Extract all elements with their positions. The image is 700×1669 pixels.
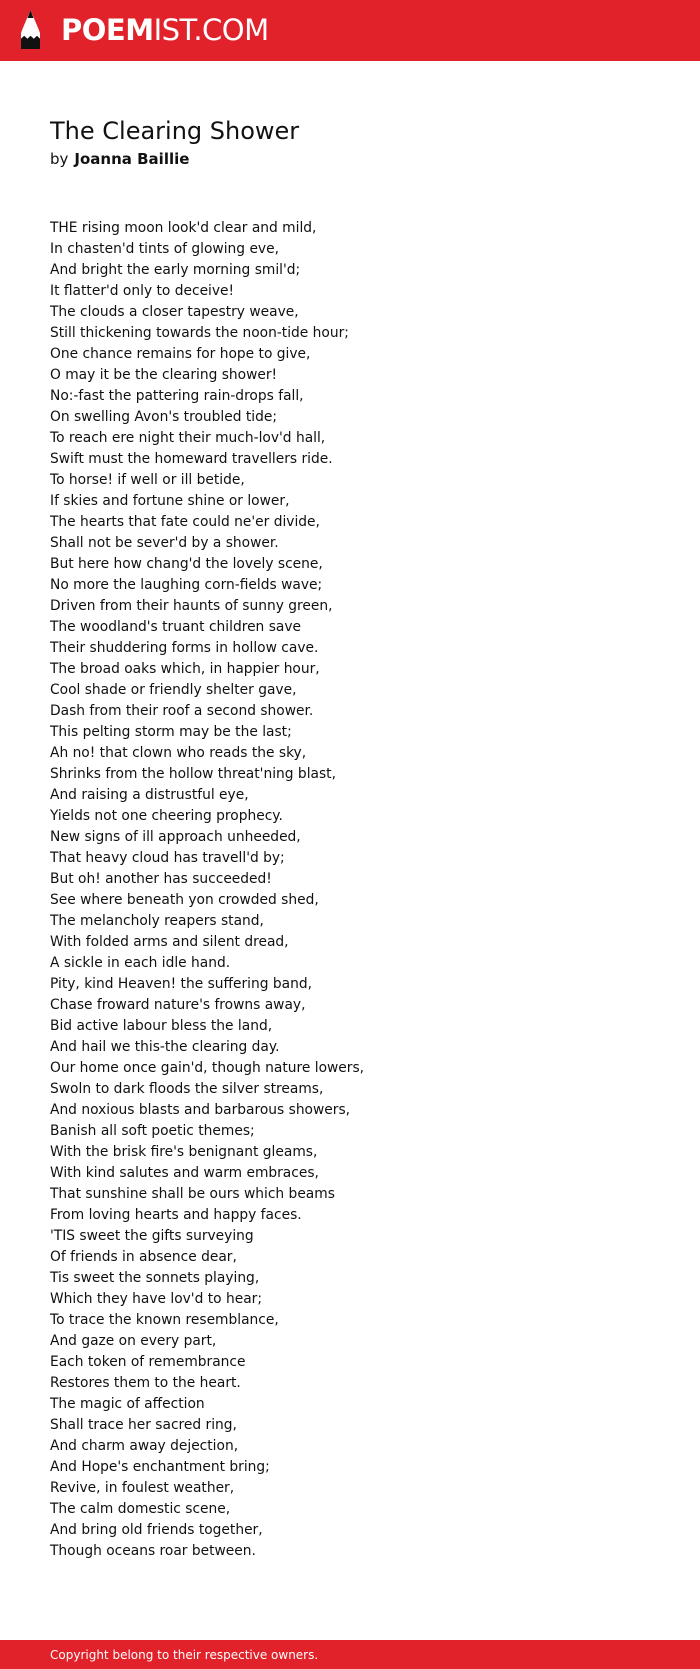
poem-line: That heavy cloud has travell'd by; <box>50 850 285 866</box>
poem-line: New signs of ill approach unheeded, <box>50 829 301 845</box>
logo-bold-text: POEM <box>61 13 154 47</box>
poem-line: Their shuddering forms in hollow cave. <box>50 640 319 656</box>
site-header <box>0 0 700 61</box>
poem-body <box>50 218 364 1562</box>
poem-line: Shall trace her sacred ring, <box>50 1417 237 1433</box>
poem-line: See where beneath yon crowded shed, <box>50 892 319 908</box>
poem-line: And noxious blasts and barbarous showers, <box>50 1102 351 1118</box>
poem-line: Bid active labour bless the land, <box>50 1018 273 1034</box>
poem-line: The melancholy reapers stand, <box>50 913 264 929</box>
poem-line: Pity, kind Heaven! the suffering band, <box>50 976 312 992</box>
poem-line: Revive, in foulest weather, <box>50 1480 235 1496</box>
poem-line: Which they have lov'd to hear; <box>50 1291 262 1307</box>
poem-line: O may it be the clearing shower! <box>50 367 278 383</box>
poem-line: The clouds a closer tapestry weave, <box>50 304 299 320</box>
poem-line: THE rising moon look'd clear and mild, <box>50 220 317 236</box>
poem-line: Shall not be sever'd by a shower. <box>50 535 279 551</box>
poem-line: It flatter'd only to deceive! <box>50 283 235 299</box>
poem-line: To reach ere night their much-lov'd hall, <box>50 430 326 446</box>
poem-line: Yields not one cheering prophecy. <box>50 808 283 824</box>
poem-line: Our home once gain'd, though nature lowers, <box>50 1060 365 1076</box>
poem-line: The hearts that fate could ne'er divide, <box>50 514 320 530</box>
poem-line: On swelling Avon's troubled tide; <box>50 409 278 425</box>
poem-line: Shrinks from the hollow threat'ning blast, <box>50 766 336 782</box>
poem-line: To horse! if well or ill betide, <box>50 472 245 488</box>
poem-line: Swift must the homeward travellers ride. <box>50 451 333 467</box>
poem-line: Banish all soft poetic themes; <box>50 1123 255 1139</box>
poem-line: One chance remains for hope to give, <box>50 346 311 362</box>
poem-line: And Hope's enchantment bring; <box>50 1459 270 1475</box>
poem-line: Tis sweet the sonnets playing, <box>50 1270 260 1286</box>
poem-line: And gaze on every part, <box>50 1333 217 1349</box>
poem-line: No:-fast the pattering rain-drops fall, <box>50 388 304 404</box>
pencil-tip-icon[interactable] <box>18 9 43 51</box>
author-name[interactable]: Joanna Baillie <box>74 150 190 168</box>
byline <box>50 148 189 170</box>
poem-line: Restores them to the heart. <box>50 1375 241 1391</box>
by-label: by <box>50 150 69 168</box>
poem-line: The broad oaks which, in happier hour, <box>50 661 320 677</box>
poem-title: The Clearing Shower <box>50 117 300 145</box>
poem-line: And bright the early morning smil'd; <box>50 262 301 278</box>
poem-line: To trace the known resemblance, <box>50 1312 279 1328</box>
poem-line: Dash from their roof a second shower. <box>50 703 314 719</box>
poem-line: Chase froward nature's frowns away, <box>50 997 306 1013</box>
poem-line: That sunshine shall be ours which beams <box>50 1186 335 1202</box>
poem-line: From loving hearts and happy faces. <box>50 1207 302 1223</box>
poem-line: A sickle in each idle hand. <box>50 955 231 971</box>
poem-line: And raising a distrustful eye, <box>50 787 249 803</box>
poem-line: Still thickening towards the noon-tide hour; <box>50 325 349 341</box>
poem-line: With the brisk fire's benignant gleams, <box>50 1144 318 1160</box>
poem-line: And bring old friends together, <box>50 1522 263 1538</box>
poem-line: No more the laughing corn-fields wave; <box>50 577 323 593</box>
poem-line: And charm away dejection, <box>50 1438 239 1454</box>
poem-line: With kind salutes and warm embraces, <box>50 1165 319 1181</box>
poem-line: Ah no! that clown who reads the sky, <box>50 745 307 761</box>
poem-line: In chasten'd tints of glowing eve, <box>50 241 279 257</box>
poem-line: The calm domestic scene, <box>50 1501 231 1517</box>
poem-line: But oh! another has succeeded! <box>50 871 272 887</box>
poem-line: With folded arms and silent dread, <box>50 934 289 950</box>
poem-line: Swoln to dark floods the silver streams, <box>50 1081 324 1097</box>
poem-line: And hail we this-the clearing day. <box>50 1039 280 1055</box>
poem-line: Driven from their haunts of sunny green, <box>50 598 333 614</box>
logo-light-text: IST.COM <box>153 13 269 47</box>
poem-line: The magic of affection <box>50 1396 205 1412</box>
poem-line: The woodland's truant children save <box>50 619 301 635</box>
copyright-text: Copyright belong to their respective owners. <box>50 1648 319 1662</box>
poem-line: If skies and fortune shine or lower, <box>50 493 290 509</box>
poem-line: Each token of remembrance <box>50 1354 246 1370</box>
poem-line: Though oceans roar between. <box>50 1543 256 1559</box>
site-logo[interactable] <box>61 12 269 48</box>
poem-line: This pelting storm may be the last; <box>50 724 292 740</box>
poem-line: But here how chang'd the lovely scene, <box>50 556 323 572</box>
poem-line: 'TIS sweet the gifts surveying <box>50 1228 254 1244</box>
poem-line: Of friends in absence dear, <box>50 1249 237 1265</box>
site-footer <box>0 1640 700 1669</box>
poem-line: Cool shade or friendly shelter gave, <box>50 682 297 698</box>
